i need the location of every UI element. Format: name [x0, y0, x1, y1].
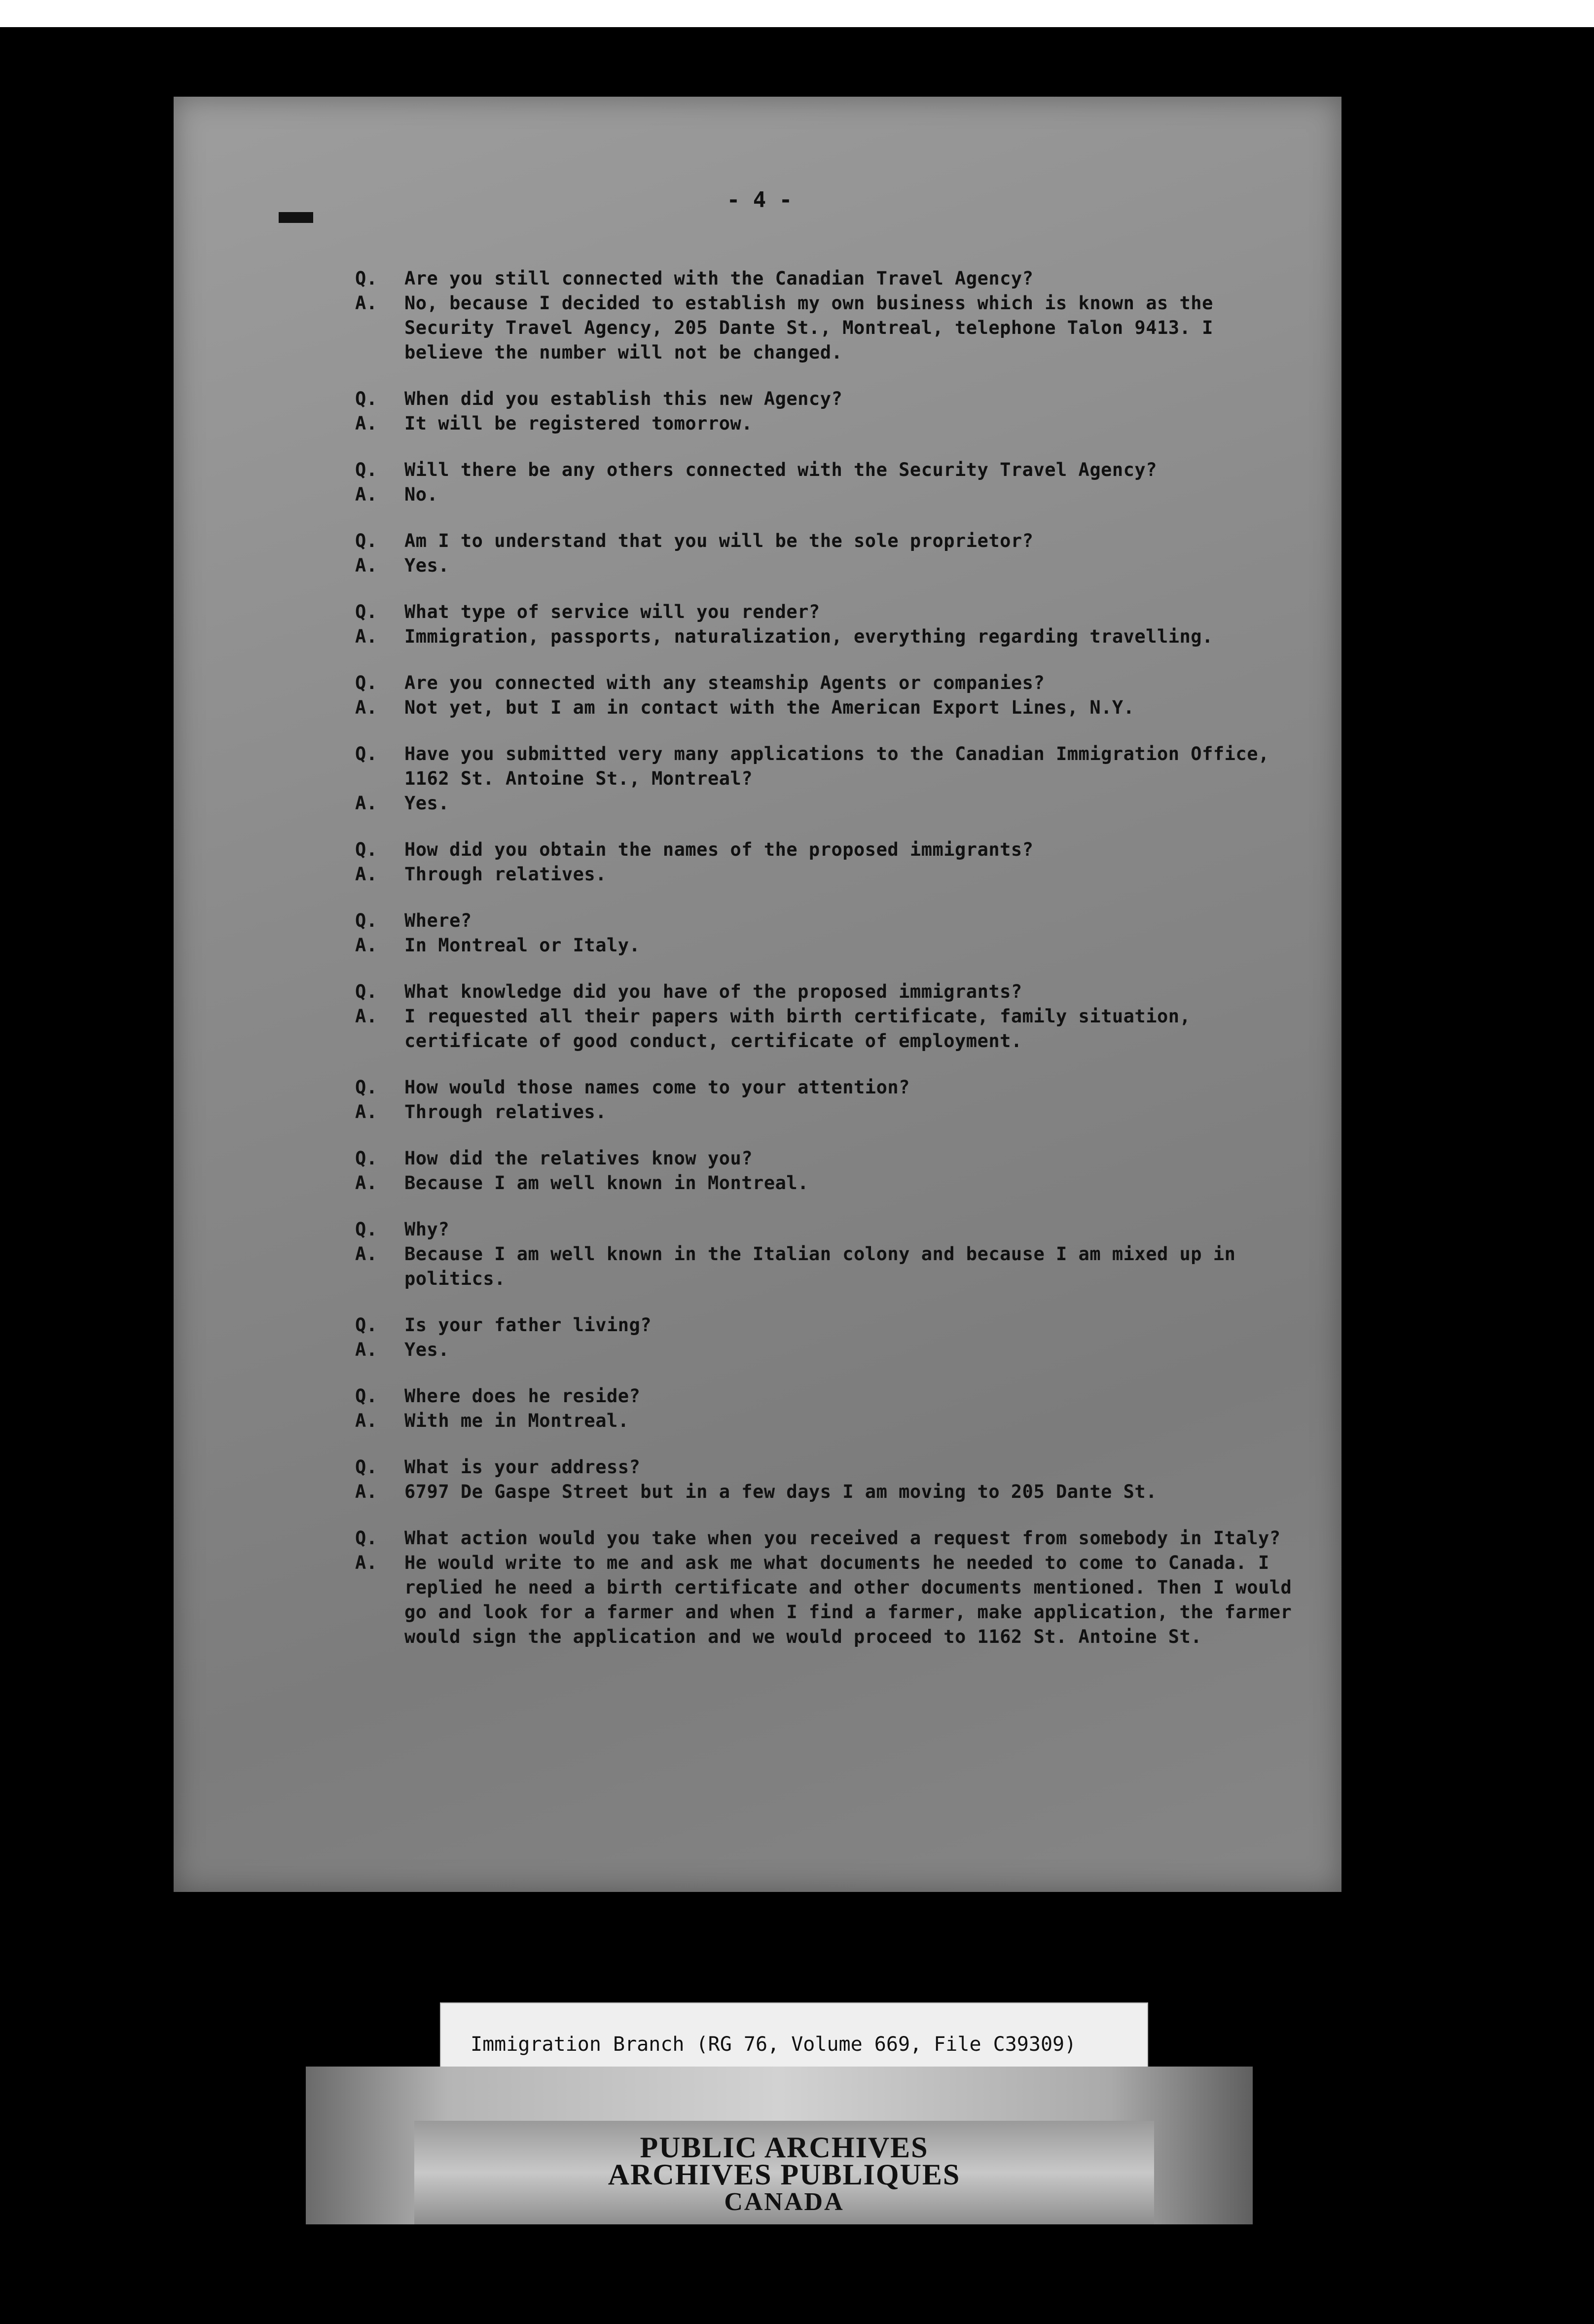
- answer-line: [355, 1409, 1292, 1433]
- answer-marker: A.: [355, 1339, 378, 1360]
- question-line: [355, 266, 1292, 291]
- answer-line: [355, 1338, 1292, 1362]
- question-line: [355, 600, 1292, 624]
- page-number: - 4 -: [726, 187, 793, 213]
- answer-marker: A.: [355, 935, 378, 956]
- answer-marker: A.: [355, 413, 378, 434]
- film-top-band: [0, 0, 1594, 27]
- question-text: What type of service will you render?: [404, 601, 820, 622]
- question-marker: Q.: [355, 743, 378, 764]
- question-marker: Q.: [355, 601, 378, 622]
- question-marker: Q.: [355, 1385, 378, 1407]
- question-marker: Q.: [355, 530, 378, 551]
- qa-transcript: [355, 266, 1292, 1671]
- question-line: [355, 980, 1292, 1004]
- stamp-line-1: PUBLIC ARCHIVES: [640, 2131, 929, 2164]
- question-text: What is your address?: [404, 1456, 641, 1478]
- question-line: [355, 837, 1292, 862]
- answer-marker: A.: [355, 484, 378, 505]
- answer-text: Through relatives.: [404, 864, 607, 885]
- question-line: [355, 1455, 1292, 1480]
- answer-marker: A.: [355, 864, 378, 885]
- stray-mark: [279, 212, 313, 223]
- question-line: [355, 671, 1292, 695]
- answer-text: 6797 De Gaspe Street but in a few days I am moving to 205 Dante St.: [404, 1481, 1157, 1502]
- stamp-line-2: ARCHIVES PUBLIQUES: [608, 2158, 961, 2191]
- answer-line: [355, 1480, 1292, 1504]
- answer-line: [355, 291, 1292, 365]
- question-marker: Q.: [355, 672, 378, 693]
- answer-text: Immigration, passports, naturalization, everything regarding travelling.: [404, 626, 1213, 647]
- question-marker: Q.: [355, 1077, 378, 1098]
- question-text: Where does he reside?: [404, 1385, 641, 1407]
- question-marker: Q.: [355, 1527, 378, 1549]
- answer-text: Not yet, but I am in contact with the American Export Lines, N.Y.: [404, 697, 1135, 718]
- answer-marker: A.: [355, 1552, 378, 1573]
- answer-marker: A.: [355, 1243, 378, 1265]
- question-line: [355, 529, 1292, 553]
- answer-text: Because I am well known in the Italian colony and because I am mixed up in politics.: [404, 1243, 1236, 1289]
- answer-text: No, because I decided to establish my own business which is known as the Security Travel Agency, 205 Dante St., Montreal, telephone Talon 9413. I believe the number will not be changed.: [404, 292, 1213, 363]
- question-marker: Q.: [355, 981, 378, 1002]
- question-line: [355, 1075, 1292, 1100]
- qa-pair: [355, 1384, 1292, 1433]
- question-line: [355, 458, 1292, 482]
- answer-line: [355, 411, 1292, 436]
- qa-pair: [355, 600, 1292, 649]
- question-text: Am I to understand that you will be the sole proprietor?: [404, 530, 1034, 551]
- answer-line: [355, 791, 1292, 816]
- qa-pair: [355, 1146, 1292, 1196]
- qa-pair: [355, 458, 1292, 507]
- question-marker: Q.: [355, 1219, 378, 1240]
- question-marker: Q.: [355, 1314, 378, 1336]
- answer-marker: A.: [355, 292, 378, 314]
- question-text: Will there be any others connected with the Security Travel Agency?: [404, 459, 1157, 480]
- answer-text: Yes.: [404, 1339, 450, 1360]
- answer-line: [355, 624, 1292, 649]
- qa-pair: [355, 1075, 1292, 1125]
- answer-line: [355, 553, 1292, 578]
- question-marker: Q.: [355, 910, 378, 931]
- qa-pair: [355, 837, 1292, 887]
- question-marker: Q.: [355, 1148, 378, 1169]
- question-line: [355, 1146, 1292, 1171]
- qa-pair: [355, 266, 1292, 365]
- answer-text: It will be registered tomorrow.: [404, 413, 753, 434]
- answer-line: [355, 862, 1292, 887]
- answer-marker: A.: [355, 1481, 378, 1502]
- question-text: When did you establish this new Agency?: [404, 388, 843, 409]
- question-text: Where?: [404, 910, 472, 931]
- archives-stamp: [414, 2121, 1154, 2224]
- qa-pair: [355, 1526, 1292, 1649]
- question-text: What action would you take when you received a request from somebody in Italy?: [404, 1527, 1281, 1549]
- answer-line: [355, 1171, 1292, 1196]
- answer-marker: A.: [355, 793, 378, 814]
- answer-text: No.: [404, 484, 438, 505]
- question-line: [355, 387, 1292, 411]
- answer-text: I requested all their papers with birth certificate, family situation, certificate of good conduct, certificate of employment.: [404, 1006, 1191, 1052]
- question-text: Is your father living?: [404, 1314, 652, 1336]
- question-line: [355, 742, 1292, 791]
- question-marker: Q.: [355, 459, 378, 480]
- question-marker: Q.: [355, 388, 378, 409]
- question-line: [355, 908, 1292, 933]
- question-marker: Q.: [355, 1456, 378, 1478]
- answer-marker: A.: [355, 1410, 378, 1431]
- question-text: What knowledge did you have of the proposed immigrants?: [404, 981, 1022, 1002]
- question-text: Are you still connected with the Canadian Travel Agency?: [404, 268, 1034, 289]
- qa-pair: [355, 742, 1292, 816]
- answer-marker: A.: [355, 1006, 378, 1027]
- answer-line: [355, 695, 1292, 720]
- qa-pair: [355, 1455, 1292, 1504]
- answer-text: Yes.: [404, 555, 450, 576]
- answer-line: [355, 1242, 1292, 1291]
- question-text: How would those names come to your attention?: [404, 1077, 910, 1098]
- answer-line: [355, 482, 1292, 507]
- question-line: [355, 1526, 1292, 1551]
- answer-text: Because I am well known in Montreal.: [404, 1172, 809, 1194]
- answer-marker: A.: [355, 626, 378, 647]
- answer-line: [355, 1551, 1292, 1649]
- answer-marker: A.: [355, 555, 378, 576]
- qa-pair: [355, 908, 1292, 958]
- answer-text: In Montreal or Italy.: [404, 935, 641, 956]
- question-line: [355, 1217, 1292, 1242]
- question-line: [355, 1313, 1292, 1338]
- stamp-line-3: CANADA: [724, 2188, 844, 2216]
- question-text: Are you connected with any steamship Agents or companies?: [404, 672, 1045, 693]
- question-text: Why?: [404, 1219, 450, 1240]
- qa-pair: [355, 529, 1292, 578]
- question-text: How did the relatives know you?: [404, 1148, 753, 1169]
- answer-text: With me in Montreal.: [404, 1410, 629, 1431]
- question-marker: Q.: [355, 268, 378, 289]
- question-marker: Q.: [355, 839, 378, 860]
- answer-marker: A.: [355, 1101, 378, 1123]
- answer-text: Yes.: [404, 793, 450, 814]
- answer-marker: A.: [355, 697, 378, 718]
- answer-line: [355, 1100, 1292, 1125]
- answer-line: [355, 1004, 1292, 1053]
- qa-pair: [355, 1313, 1292, 1362]
- qa-pair: [355, 671, 1292, 720]
- qa-pair: [355, 1217, 1292, 1291]
- archive-reference: Immigration Branch (RG 76, Volume 669, File C39309): [471, 2033, 1077, 2056]
- qa-pair: [355, 387, 1292, 436]
- answer-text: He would write to me and ask me what documents he needed to come to Canada. I replied he need a birth certificate and other documents mentioned. Then I would go and look for a farmer and when I find a farmer, make application, the farmer would sign the application and we would proceed to 1162 St. Antoine St.: [404, 1552, 1292, 1647]
- answer-marker: A.: [355, 1172, 378, 1194]
- question-line: [355, 1384, 1292, 1409]
- answer-line: [355, 933, 1292, 958]
- question-text: How did you obtain the names of the proposed immigrants?: [404, 839, 1034, 860]
- qa-pair: [355, 980, 1292, 1053]
- answer-text: Through relatives.: [404, 1101, 607, 1123]
- question-text: Have you submitted very many applications to the Canadian Immigration Office, 1162 St. Antoine St., Montreal?: [404, 743, 1269, 789]
